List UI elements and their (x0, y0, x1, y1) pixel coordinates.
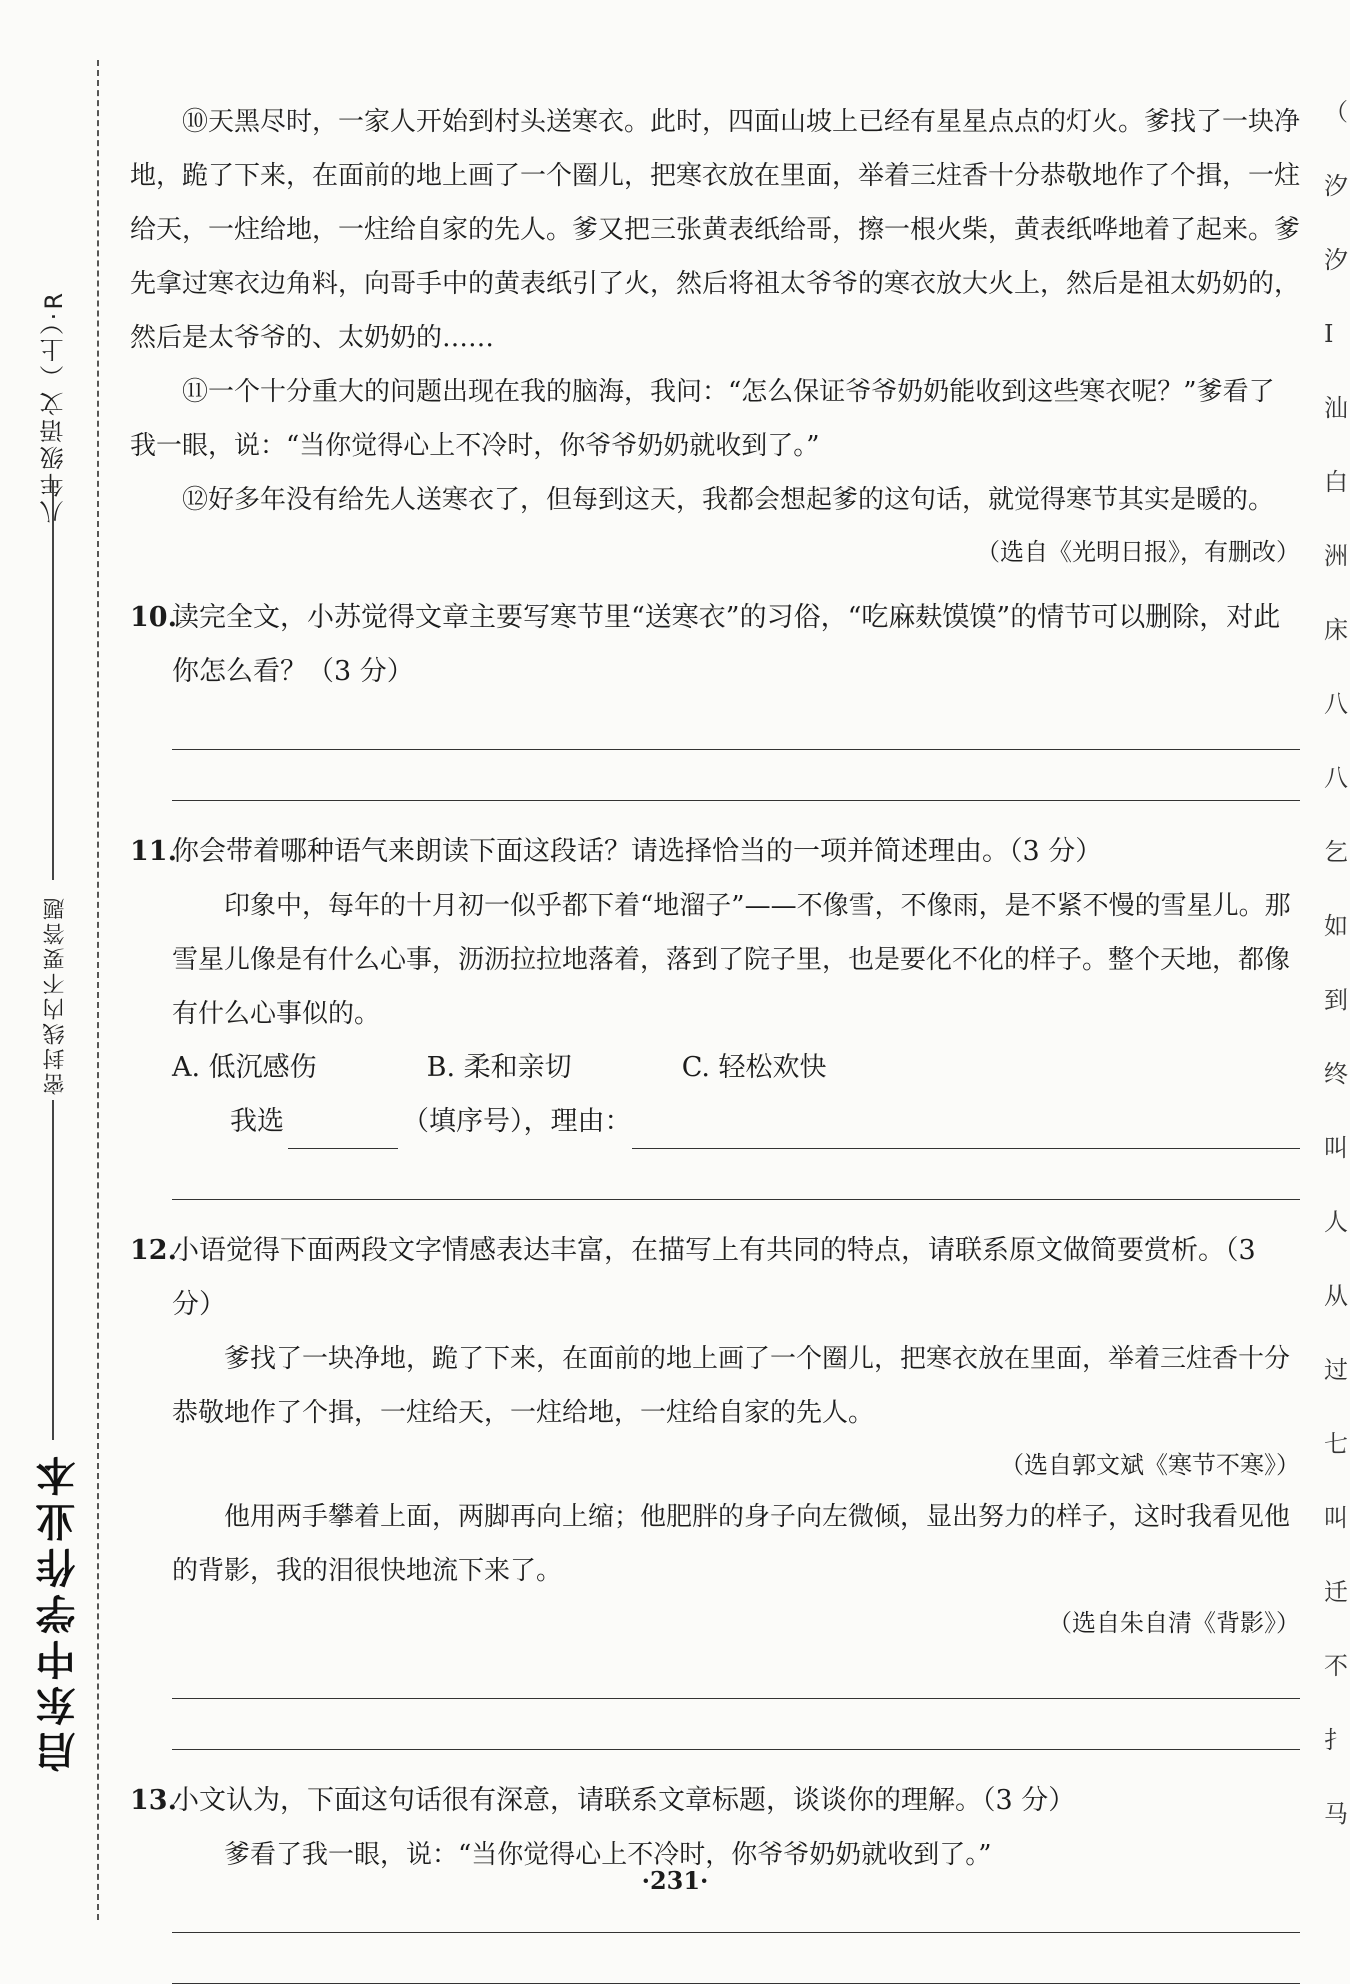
choose-label: 我选 (230, 1106, 284, 1137)
edge-char: （ (1324, 98, 1348, 126)
reason-blank[interactable] (632, 1108, 1301, 1149)
question-text: 小语觉得下面两段文字情感表达丰富，在描写上有共同的特点，请联系原文做简要赏析。（3 分） (172, 1235, 1256, 1320)
brand-label: 启东中学作业本 (36, 1450, 82, 1772)
page-content (130, 95, 1300, 1984)
paragraph-12: ⑫好多年没有给先人送寒衣了，但每到这天，我都会想起爹的这句话，就觉得寒节其实是暖的。 (182, 485, 1275, 515)
edge-char: 汐 (1324, 246, 1348, 274)
question-text: 读完全文，小苏觉得文章主要写寒节里“送寒衣”的习俗，“吃麻麸馍馍”的情节可以删除，对此你怎么看？（3 分） (172, 602, 1281, 687)
edge-char: 汐 (1324, 172, 1348, 200)
edge-char: 扌 (1324, 1726, 1348, 1754)
choice-fill-row (230, 1095, 1300, 1149)
edge-char: 到 (1324, 986, 1348, 1014)
edge-char: 八 (1324, 690, 1348, 718)
paragraph-11: ⑪一个十分重大的问题出现在我的脑海，我问：“怎么保证爷爷奶奶能收到这些寒衣呢？”爹看了我一眼，说：“当你觉得心上不冷时，你爷爷奶奶就收到了。” (130, 377, 1275, 461)
edge-char: 白 (1324, 468, 1348, 496)
edge-char: 七 (1324, 1430, 1348, 1458)
edge-char: 马 (1324, 1800, 1348, 1828)
option-a[interactable]: A. 低沉感伤 (172, 1052, 317, 1083)
question-11 (130, 825, 1300, 879)
question-number: 11. (130, 836, 177, 867)
answer-line[interactable] (172, 1933, 1300, 1984)
question-number: 10. (130, 602, 177, 633)
edge-char: 不 (1324, 1652, 1348, 1680)
edge-char: 过 (1324, 1356, 1348, 1384)
edge-char: 汕 (1324, 394, 1348, 422)
question-quote: 印象中，每年的十月初一似乎都下着“地溜子”——不像雪，不像雨，是不紧不慢的雪星儿。那雪星儿像是有什么心事，沥沥拉拉地落着，落到了院子里，也是要化不化的样子。整个天地，都像有什么心事似的。 (172, 891, 1291, 1029)
side-divider-top (52, 480, 54, 880)
edge-char: I (1324, 320, 1334, 348)
question-text: 小文认为，下面这句话很有深意，请联系文章标题，谈谈你的理解。（3 分） (172, 1785, 1076, 1816)
option-c[interactable]: C. 轻松欢快 (681, 1052, 827, 1083)
question-12 (130, 1224, 1300, 1332)
edge-char: 迁 (1324, 1578, 1348, 1606)
option-list (172, 1041, 1300, 1095)
question-13 (130, 1774, 1300, 1828)
edge-char: 叫 (1324, 1134, 1348, 1162)
question-number: 12. (130, 1235, 177, 1266)
edge-char: 人 (1324, 1208, 1348, 1236)
edge-char: 床 (1324, 616, 1348, 644)
answer-line[interactable] (172, 699, 1300, 750)
side-divider-bottom (52, 1100, 54, 1440)
question-text: 你会带着哪种语气来朗读下面这段话？请选择恰当的一项并简述理由。（3 分） (172, 836, 1103, 867)
question-10 (130, 591, 1300, 699)
edge-char: 八 (1324, 764, 1348, 792)
answer-line[interactable] (172, 1648, 1300, 1699)
question-quote: 爹看了我一眼，说：“当你觉得心上不冷时，你爷爷奶奶就收到了。” (224, 1840, 992, 1870)
edge-char: 从 (1324, 1282, 1348, 1310)
paragraph-10: ⑩天黑尽时，一家人开始到村头送寒衣。此时，四面山坡上已经有星星点点的灯火。爹找了一块净地，跪了下来，在面前的地上画了一个圈儿，把寒衣放在里面，举着三炷香十分恭敬地作了个揖，一炷给天，一炷给地，一炷给自家的先人。爹又把三张黄表纸给哥，擦一根火柴，黄表纸哗地着了起来。爹先拿过寒衣边角料，向哥手中的黄表纸引了火，然后将祖太爷爷的寒衣放大火上，然后是祖太奶奶的，然后是太爷爷的、太奶奶的…… (130, 107, 1301, 353)
edge-char: 叫 (1324, 1504, 1348, 1532)
edge-char: 洲 (1324, 542, 1348, 570)
adjacent-page-edge (1324, 100, 1346, 1876)
page-number: ·231· (641, 1866, 709, 1895)
quote-source-2: （选自朱自清《背影》） (1048, 1609, 1300, 1637)
edge-char: 如 (1324, 912, 1348, 940)
question-quote-2: 他用两手攀着上面，两脚再向上缩；他肥胖的身子向左微倾，显出努力的样子，这时我看见他的背影，我的泪很快地流下来了。 (172, 1502, 1291, 1586)
answer-line[interactable] (172, 750, 1300, 801)
answer-line[interactable] (172, 1149, 1300, 1200)
edge-char: 乞 (1324, 838, 1348, 866)
reason-label: （填序号），理由： (402, 1106, 632, 1137)
answer-line[interactable] (172, 1699, 1300, 1750)
grade-label: 八年级语文（上）·R (40, 290, 68, 525)
question-number: 13. (130, 1785, 177, 1816)
edge-char: 终 (1324, 1060, 1348, 1088)
option-b[interactable]: B. 柔和亲切 (426, 1052, 572, 1083)
seal-dashed-line (97, 60, 99, 1920)
choice-blank[interactable] (288, 1108, 398, 1149)
passage-source: （选自《光明日报》，有删改） (976, 538, 1300, 566)
seal-label: 密封线内不要答题 (43, 895, 68, 1095)
quote-source-1: （选自郭文斌《寒节不寒》） (1000, 1451, 1300, 1479)
question-quote-1: 爹找了一块净地，跪了下来，在面前的地上画了一个圈儿，把寒衣放在里面，举着三炷香十分恭敬地作了个揖，一炷给天，一炷给地，一炷给自家的先人。 (172, 1344, 1291, 1428)
